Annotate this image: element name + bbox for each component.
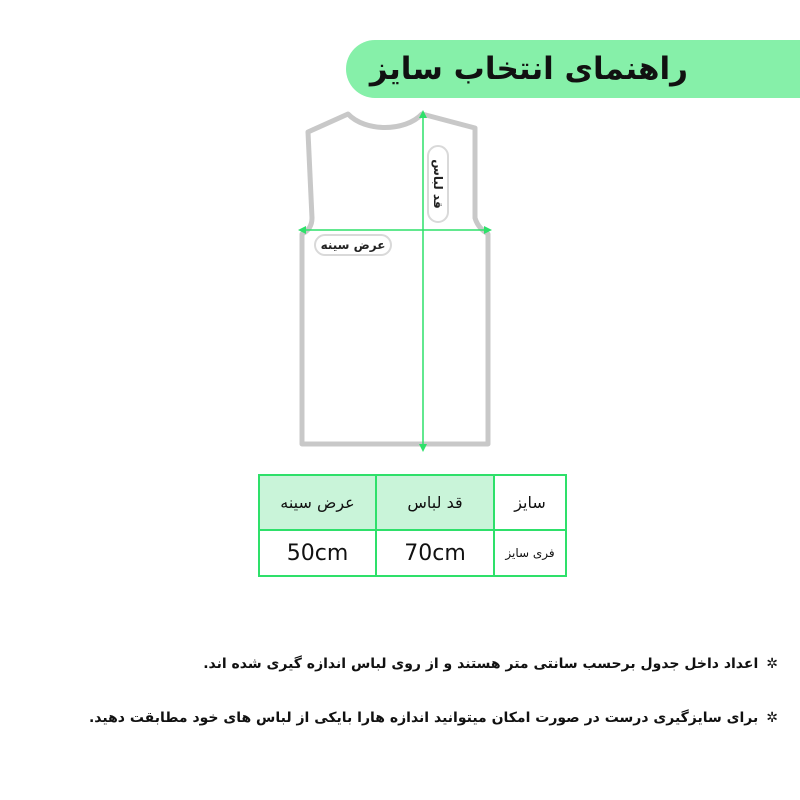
size-diagram <box>290 100 500 460</box>
title-banner <box>346 40 800 98</box>
page-title: راهنمای انتخاب سایز <box>369 51 688 87</box>
chest-label-tag: عرض سینه <box>314 234 392 256</box>
asterisk-icon: ✲ <box>766 710 778 726</box>
table-cell: فری سایز <box>494 530 566 576</box>
table-header-cell: قد لباس <box>376 475 494 530</box>
height-label-tag <box>427 145 449 223</box>
sleeveless-shirt-icon <box>290 100 500 460</box>
note-item <box>203 656 778 672</box>
shirt-outline <box>302 114 488 444</box>
table-header-cell: سایز <box>494 475 566 530</box>
asterisk-icon: ✲ <box>766 656 778 672</box>
size-table <box>258 474 567 577</box>
height-label: قد لباس <box>431 159 445 209</box>
table-cell: 70cm <box>376 530 494 576</box>
table-header-cell: عرض سینه <box>259 475 376 530</box>
table-cell: 50cm <box>259 530 376 576</box>
table-header-row <box>259 475 566 530</box>
note-text: اعداد داخل جدول برحسب سانتی متر هستند و از روی لباس اندازه گیری شده اند. <box>203 656 759 672</box>
table-row <box>259 530 566 576</box>
note-item <box>89 710 778 726</box>
note-text: برای سایزگیری درست در صورت امکان میتوانید اندازه هارا بایکی از لباس های خود مطابقت دهید. <box>88 710 759 726</box>
